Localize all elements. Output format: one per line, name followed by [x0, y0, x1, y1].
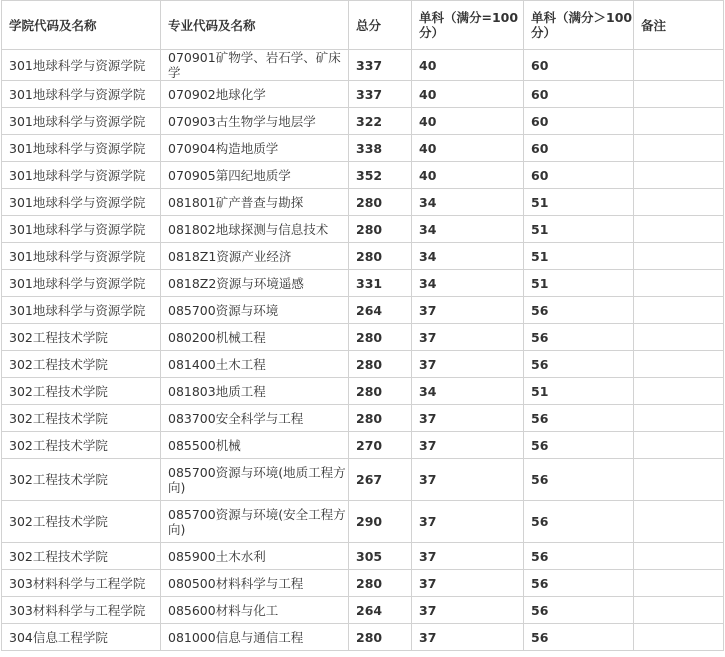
cell-single-100: 34: [412, 216, 524, 243]
cell-remark: [634, 501, 724, 543]
cell-remark: [634, 243, 724, 270]
cell-major: 083700安全科学与工程: [161, 405, 349, 432]
cell-major: 070905第四纪地质学: [161, 162, 349, 189]
table-row: [2, 243, 724, 270]
table-row: [2, 189, 724, 216]
cell-major: 081803地质工程: [161, 378, 349, 405]
table-row: [2, 270, 724, 297]
cell-major: 0818Z2资源与环境遥感: [161, 270, 349, 297]
cell-college: 303材料科学与工程学院: [2, 570, 161, 597]
cell-single-100: 37: [412, 624, 524, 651]
cell-remark: [634, 432, 724, 459]
cell-major: 081801矿产普查与勘探: [161, 189, 349, 216]
cell-remark: [634, 459, 724, 501]
table-row: [2, 624, 724, 651]
cell-total: 337: [349, 81, 412, 108]
header-major: 专业代码及名称: [161, 1, 349, 50]
cell-total: 338: [349, 135, 412, 162]
cell-single-100: 37: [412, 297, 524, 324]
cell-single-over-100: 60: [524, 108, 634, 135]
table-row: [2, 432, 724, 459]
cell-college: 302工程技术学院: [2, 543, 161, 570]
cell-total: 290: [349, 501, 412, 543]
cell-single-100: 37: [412, 501, 524, 543]
cell-single-over-100: 51: [524, 189, 634, 216]
table-row: [2, 162, 724, 189]
cell-major: 080200机械工程: [161, 324, 349, 351]
cell-major: 070901矿物学、岩石学、矿床学: [161, 50, 349, 81]
cell-college: 301地球科学与资源学院: [2, 108, 161, 135]
cell-single-over-100: 60: [524, 162, 634, 189]
cell-college: 304信息工程学院: [2, 624, 161, 651]
cell-remark: [634, 216, 724, 243]
table-row: [2, 81, 724, 108]
cell-single-over-100: 60: [524, 135, 634, 162]
cell-total: 280: [349, 243, 412, 270]
cell-single-100: 40: [412, 135, 524, 162]
cell-college: 302工程技术学院: [2, 378, 161, 405]
cell-single-100: 34: [412, 243, 524, 270]
table-row: [2, 501, 724, 543]
cell-remark: [634, 162, 724, 189]
cell-single-100: 40: [412, 108, 524, 135]
cell-total: 280: [349, 324, 412, 351]
cell-total: 270: [349, 432, 412, 459]
score-table: [1, 0, 724, 651]
cell-total: 322: [349, 108, 412, 135]
cell-major: 081000信息与通信工程: [161, 624, 349, 651]
cell-total: 280: [349, 189, 412, 216]
cell-single-100: 37: [412, 432, 524, 459]
cell-remark: [634, 405, 724, 432]
cell-single-over-100: 56: [524, 570, 634, 597]
cell-college: 302工程技术学院: [2, 405, 161, 432]
cell-remark: [634, 351, 724, 378]
cell-college: 302工程技术学院: [2, 501, 161, 543]
cell-remark: [634, 570, 724, 597]
cell-single-100: 37: [412, 324, 524, 351]
cell-major: 085600材料与化工: [161, 597, 349, 624]
cell-single-over-100: 56: [524, 351, 634, 378]
header-single-over-100: 单科（满分＞100分）: [524, 1, 634, 50]
cell-remark: [634, 624, 724, 651]
table-body: [2, 50, 724, 651]
cell-total: 352: [349, 162, 412, 189]
cell-remark: [634, 50, 724, 81]
cell-remark: [634, 108, 724, 135]
cell-single-over-100: 56: [524, 297, 634, 324]
cell-major: 070904构造地质学: [161, 135, 349, 162]
header-remark: 备注: [634, 1, 724, 50]
table-row: [2, 570, 724, 597]
cell-total: 305: [349, 543, 412, 570]
cell-college: 302工程技术学院: [2, 432, 161, 459]
cell-single-100: 40: [412, 81, 524, 108]
cell-single-over-100: 51: [524, 270, 634, 297]
cell-college: 301地球科学与资源学院: [2, 162, 161, 189]
cell-single-100: 34: [412, 378, 524, 405]
cell-single-over-100: 56: [524, 324, 634, 351]
cell-total: 280: [349, 378, 412, 405]
cell-single-over-100: 60: [524, 50, 634, 81]
cell-college: 301地球科学与资源学院: [2, 297, 161, 324]
cell-remark: [634, 597, 724, 624]
cell-major: 070902地球化学: [161, 81, 349, 108]
cell-single-over-100: 56: [524, 543, 634, 570]
cell-single-over-100: 60: [524, 81, 634, 108]
cell-remark: [634, 378, 724, 405]
table-row: [2, 297, 724, 324]
cell-college: 301地球科学与资源学院: [2, 135, 161, 162]
cell-remark: [634, 543, 724, 570]
table-row: [2, 50, 724, 81]
header-college: 学院代码及名称: [2, 1, 161, 50]
cell-single-100: 37: [412, 351, 524, 378]
cell-total: 264: [349, 297, 412, 324]
cell-remark: [634, 324, 724, 351]
cell-single-over-100: 51: [524, 216, 634, 243]
cell-remark: [634, 135, 724, 162]
cell-major: 085700资源与环境: [161, 297, 349, 324]
cell-single-over-100: 56: [524, 459, 634, 501]
cell-single-over-100: 56: [524, 432, 634, 459]
cell-single-100: 37: [412, 459, 524, 501]
cell-total: 337: [349, 50, 412, 81]
cell-single-100: 37: [412, 405, 524, 432]
cell-remark: [634, 189, 724, 216]
header-single-100: 单科（满分=100分）: [412, 1, 524, 50]
table-row: [2, 459, 724, 501]
cell-college: 302工程技术学院: [2, 459, 161, 501]
cell-single-over-100: 56: [524, 405, 634, 432]
table-row: [2, 216, 724, 243]
cell-college: 301地球科学与资源学院: [2, 189, 161, 216]
cell-total: 280: [349, 570, 412, 597]
cell-single-100: 34: [412, 270, 524, 297]
cell-single-over-100: 56: [524, 597, 634, 624]
table-row: [2, 543, 724, 570]
cell-college: 301地球科学与资源学院: [2, 81, 161, 108]
cell-total: 264: [349, 597, 412, 624]
header-row: [2, 1, 724, 50]
cell-total: 280: [349, 405, 412, 432]
table-row: [2, 324, 724, 351]
table-row: [2, 405, 724, 432]
cell-remark: [634, 81, 724, 108]
table-header: [2, 1, 724, 50]
cell-remark: [634, 270, 724, 297]
cell-single-100: 37: [412, 570, 524, 597]
cell-single-over-100: 56: [524, 624, 634, 651]
cell-major: 085700资源与环境(安全工程方向): [161, 501, 349, 543]
cell-single-100: 34: [412, 189, 524, 216]
cell-major: 0818Z1资源产业经济: [161, 243, 349, 270]
cell-single-100: 40: [412, 162, 524, 189]
cell-college: 301地球科学与资源学院: [2, 243, 161, 270]
cell-total: 280: [349, 624, 412, 651]
cell-total: 267: [349, 459, 412, 501]
cell-remark: [634, 297, 724, 324]
cell-single-over-100: 56: [524, 501, 634, 543]
cell-single-over-100: 51: [524, 378, 634, 405]
cell-college: 301地球科学与资源学院: [2, 270, 161, 297]
table-row: [2, 378, 724, 405]
cell-college: 301地球科学与资源学院: [2, 216, 161, 243]
cell-college: 301地球科学与资源学院: [2, 50, 161, 81]
cell-total: 280: [349, 351, 412, 378]
cell-major: 085700资源与环境(地质工程方向): [161, 459, 349, 501]
cell-major: 085900土木水利: [161, 543, 349, 570]
table-row: [2, 135, 724, 162]
cell-total: 331: [349, 270, 412, 297]
cell-college: 303材料科学与工程学院: [2, 597, 161, 624]
cell-single-100: 37: [412, 543, 524, 570]
cell-college: 302工程技术学院: [2, 351, 161, 378]
cell-college: 302工程技术学院: [2, 324, 161, 351]
cell-single-100: 40: [412, 50, 524, 81]
cell-major: 080500材料科学与工程: [161, 570, 349, 597]
table-row: [2, 597, 724, 624]
cell-major: 085500机械: [161, 432, 349, 459]
cell-total: 280: [349, 216, 412, 243]
cell-single-100: 37: [412, 597, 524, 624]
cell-major: 070903古生物学与地层学: [161, 108, 349, 135]
cell-single-over-100: 51: [524, 243, 634, 270]
table-row: [2, 351, 724, 378]
cell-major: 081802地球探测与信息技术: [161, 216, 349, 243]
cell-major: 081400土木工程: [161, 351, 349, 378]
header-total: 总分: [349, 1, 412, 50]
table-row: [2, 108, 724, 135]
